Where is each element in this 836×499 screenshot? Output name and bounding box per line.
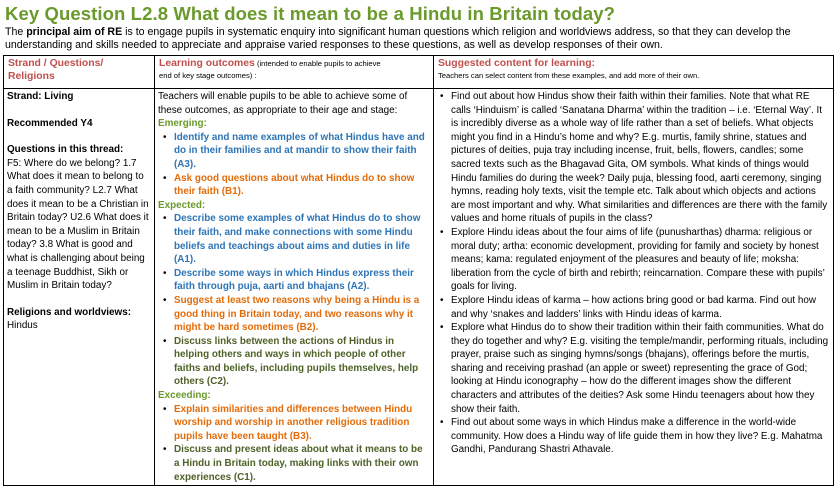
- outcomes-intro: Teachers will enable pupils to be able to achieve some of these outcomes, as appropriate to their age and stage:: [158, 91, 408, 116]
- emerging-list: [158, 131, 430, 199]
- expected-outcome-3: • Suggest at least two reasons why being a Hindu is a good thing in Britain today, and two reasons why it might be hard sometimes (B2).: [174, 294, 430, 335]
- recommended-year: Recommended Y4: [7, 117, 93, 129]
- expected-list: [158, 212, 430, 389]
- suggested-content-item: • Explore Hindu ideas about the four aims of life (punusharthas) dharma: religious or moral duty; artha: economic development, providing for family and society by honest means; kama: regulated enjoyment of the pleasures and beauty of life; moksha: liberation from the cycle of birth and rebirth; reincarnation. Compare these with pupils’ goals for living.: [451, 226, 830, 294]
- suggested-content-cell: [434, 89, 834, 486]
- content-row: [4, 89, 834, 486]
- outcomes-cell: [155, 89, 434, 486]
- exceeding-heading: Exceeding:: [158, 390, 211, 402]
- suggested-content-item: • Explore what Hindus do to show their tradition within their faith communities. What do they do together and why? E.g. visiting the temple/mandir, performing rituals, including prayer, praise such as singing hymns/songs (bhajans), offerings before the murtis, sharing and receiving prashad (an apple or sweet) representing the grace of God; looking at Hindu iconography – how do the different images show the different characters and attributes of the deities? Ask some Hindu teenagers about how they show their faith.: [451, 321, 830, 416]
- principal-aim: [5, 26, 831, 52]
- emerging-heading: Emerging:: [158, 118, 207, 130]
- suggested-content-list: [437, 90, 830, 457]
- thread-heading: Questions in this thread:: [7, 144, 124, 156]
- expected-outcome-1: • Describe some examples of what Hindus do to show their faith, and make connections with some Hindu beliefs and teachings about aims and duties in life (A1).: [174, 212, 430, 266]
- expected-outcome-4: • Discuss links between the actions of Hindus in helping others and ways in which people of other faiths and beliefs, including pupils themselves, help others (C2).: [174, 335, 430, 389]
- expected-outcome-2: • Describe some ways in which Hindus express their faith through puja, aarti and bhajans (A2).: [174, 267, 430, 294]
- page-title: Key Question L2.8 What does it mean to be a Hindu in Britain today?: [5, 3, 616, 24]
- header-strand: Strand / Questions/ Religions: [4, 56, 155, 89]
- strand-cell: [4, 89, 155, 486]
- exceeding-outcome-2: • Discuss and present ideas about what it means to be a Hindu in Britain today, making links with their own experiences (C1).: [174, 443, 430, 484]
- strand-label: Strand: Living: [7, 91, 74, 102]
- header-suggested-content-note: Teachers can select content from these examples, and add more of their own.: [438, 71, 700, 80]
- aim-prefix: The: [5, 26, 27, 38]
- header-learning-outcomes-note-inline: (intended to enable pupils to achieve: [254, 59, 381, 68]
- aim-rest: is to engage pupils in systematic enquiry into significant human questions which religion and worldviews address, so that they can develop the understanding and skills needed to appreciate and appraise varied responses to these questions, as well as develop responses of their own.: [5, 26, 791, 51]
- suggested-content-item: • Explore Hindu ideas of karma – how actions bring good or bad karma. Find out how and why ‘snakes and ladders’ links with Hindu ideas of karma.: [451, 294, 830, 321]
- aim-bold: principal aim of RE: [26, 26, 123, 38]
- header-suggested-content-title: Suggested content for learning:: [438, 58, 596, 69]
- suggested-content-item: • Find out about how Hindus show their faith within their families. Note that what RE calls ‘Hinduism’ is called ‘Sanatana Dharma’ within the tradition – i.e. ‘Eternal Way’. It is incredibly diverse as a whole way of life rather than a set of beliefs. What objects might you find in a Hindu’s home and why? E.g. murtis, family shrine, statues and pictures of deities, puja tray including incense, fruit, bells, flowers, candles; some sacred texts such as the Bhagavad Gita, OM symbols. What kinds of things would Hindu families do during the week? Daily puja, blessing food, aarti ceremony, singing hymns, reading holy texts, visit the temple etc. Talk about which objects and actions are most important and why. What similarities and differences are there with the family values and home rituals of pupils in the class?: [451, 90, 830, 226]
- exceeding-list: [158, 403, 430, 485]
- content-table: [3, 55, 834, 486]
- emerging-outcome-1: • Identify and name examples of what Hindus have and do in their families and at mandir to show their faith (A3).: [174, 131, 430, 172]
- emerging-outcome-2: • Ask good questions about what Hindus do to show their faith (B1).: [174, 172, 430, 199]
- header-learning-outcomes-note: end of key stage outcomes) :: [159, 71, 257, 80]
- header-learning-outcomes-title: Learning outcomes: [159, 58, 255, 69]
- expected-heading: Expected:: [158, 199, 206, 211]
- header-row: [4, 56, 834, 89]
- religions-heading: Religions and worldviews:: [7, 306, 132, 318]
- header-suggested-content: [434, 56, 834, 89]
- suggested-content-item: • Find out about some ways in which Hindus make a difference in the world-wide community. How does a Hindu way of life guide them in how they live? E.g. Mahatma Gandhi, Pandurang Shastri Athavale.: [451, 416, 830, 457]
- header-learning-outcomes: [155, 56, 434, 89]
- thread-questions: F5: Where do we belong? 1.7 What does it mean to belong to a faith community? L2.7 What does it mean to be a Christian in Britain today? U2.6 What does it mean to be a Muslim in Britain today? 3.8 What is good and what is challenging about being a teenage Buddhist, Sikh or Muslim in Britain today?: [7, 157, 149, 292]
- religions-value: Hindus: [7, 320, 38, 332]
- exceeding-outcome-1: • Explain similarities and differences between Hindu worship and worship in another religious tradition pupils have been taught (B3).: [174, 403, 430, 444]
